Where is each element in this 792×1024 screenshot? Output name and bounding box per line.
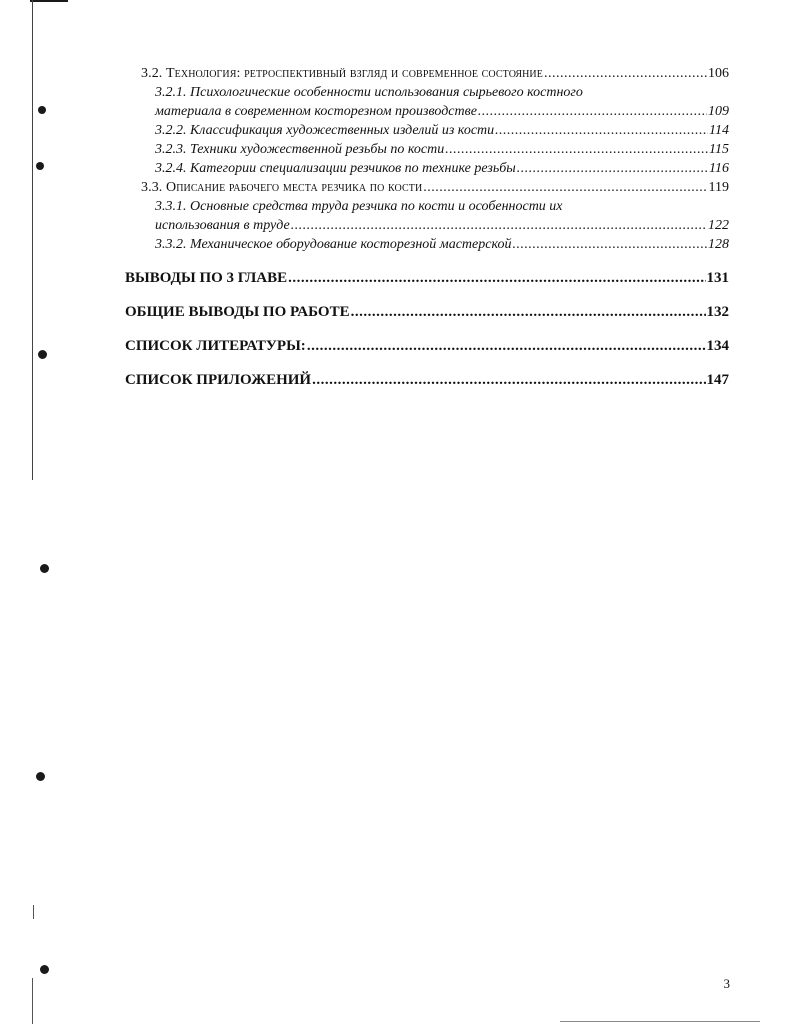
toc-entry-title-cont: материала в современном косторезном производстве [155, 104, 477, 119]
toc-entry-number: 3.3. [141, 180, 163, 195]
toc-page-number: 147 [706, 372, 729, 388]
toc-page-number: 116 [709, 161, 729, 176]
toc-entry-3-2[interactable] [125, 64, 729, 83]
toc-entry-title: 3.2.3. Техники художественной резьбы по кости [155, 142, 445, 157]
punch-mark [38, 350, 47, 359]
dot-leader [288, 268, 705, 288]
punch-mark [36, 772, 45, 781]
toc-page-number: 115 [709, 142, 729, 157]
toc-page-number: 132 [706, 304, 729, 320]
toc-entry-title: СПИСОК ЛИТЕРАТУРЫ: [125, 338, 306, 354]
toc-entry-title: 3.2.2. Классификация художественных изделий из кости [155, 123, 495, 138]
punch-mark [36, 162, 44, 170]
toc-page-number: 134 [706, 338, 729, 354]
scan-edge-left [33, 905, 34, 919]
toc-page-number: 131 [706, 270, 729, 286]
toc-entry-title: 3.2.1. Психологические особенности использования сырьевого костного [155, 85, 583, 100]
toc-entry-number: 3.2. [141, 66, 163, 81]
toc-entry-title: Описание рабочего места резчика по кости [166, 180, 423, 195]
toc-entry-3-3-1[interactable] [125, 197, 729, 235]
dot-leader [544, 64, 707, 83]
scan-edge-left [32, 0, 33, 480]
page-number: 3 [723, 976, 730, 991]
dot-leader [312, 370, 705, 390]
toc-entry-3-2-3[interactable] [125, 140, 729, 159]
punch-mark [40, 564, 49, 573]
dot-leader [478, 102, 707, 121]
dot-leader [291, 216, 707, 235]
toc-entry-3-2-4[interactable] [125, 159, 729, 178]
toc-entry-title: 3.2.4. Категории специализации резчиков по технике резьбы [155, 161, 516, 176]
scan-edge-left [32, 978, 33, 1024]
scan-edge-bottom [560, 1021, 760, 1022]
toc-entry-title: 3.3.2. Механическое оборудование косторезной мастерской [155, 237, 512, 252]
toc-entry-title: 3.3.1. Основные средства труда резчика по кости и особенности их [155, 199, 563, 214]
toc-page-number: 114 [709, 123, 729, 138]
toc-entry-appendices[interactable] [125, 370, 729, 390]
toc-page-number: 109 [708, 104, 729, 119]
dot-leader [423, 178, 707, 197]
toc-entry-3-3-2[interactable] [125, 235, 729, 254]
dot-leader [495, 121, 708, 140]
punch-mark [38, 106, 46, 114]
scan-edge-top [30, 0, 68, 2]
toc-entry-title: ВЫВОДЫ ПО 3 ГЛАВЕ [125, 270, 288, 286]
toc-entry-title: СПИСОК ПРИЛОЖЕНИЙ [125, 372, 312, 388]
dot-leader [445, 140, 708, 159]
toc-entry-title: ОБЩИЕ ВЫВОДЫ ПО РАБОТЕ [125, 304, 350, 320]
toc-entry-3-3[interactable] [125, 178, 729, 197]
toc-entry-general-conclusions[interactable] [125, 302, 729, 322]
dot-leader [351, 302, 706, 322]
toc-entry-conclusions-ch3[interactable] [125, 268, 729, 288]
dot-leader [307, 336, 706, 356]
toc-page-number: 122 [708, 218, 729, 233]
table-of-contents [125, 64, 729, 390]
toc-page-number: 119 [708, 180, 729, 195]
toc-entry-3-2-2[interactable] [125, 121, 729, 140]
toc-entry-3-2-1[interactable] [125, 83, 729, 121]
toc-entry-title: Технология: ретроспективный взгляд и современное состояние [166, 66, 543, 81]
dot-leader [517, 159, 708, 178]
punch-mark [40, 965, 49, 974]
toc-entry-references[interactable] [125, 336, 729, 356]
toc-page-number: 128 [708, 237, 729, 252]
toc-entry-title-cont: использования в труде [155, 218, 290, 233]
toc-page-number: 106 [708, 66, 729, 81]
dot-leader [512, 235, 707, 254]
